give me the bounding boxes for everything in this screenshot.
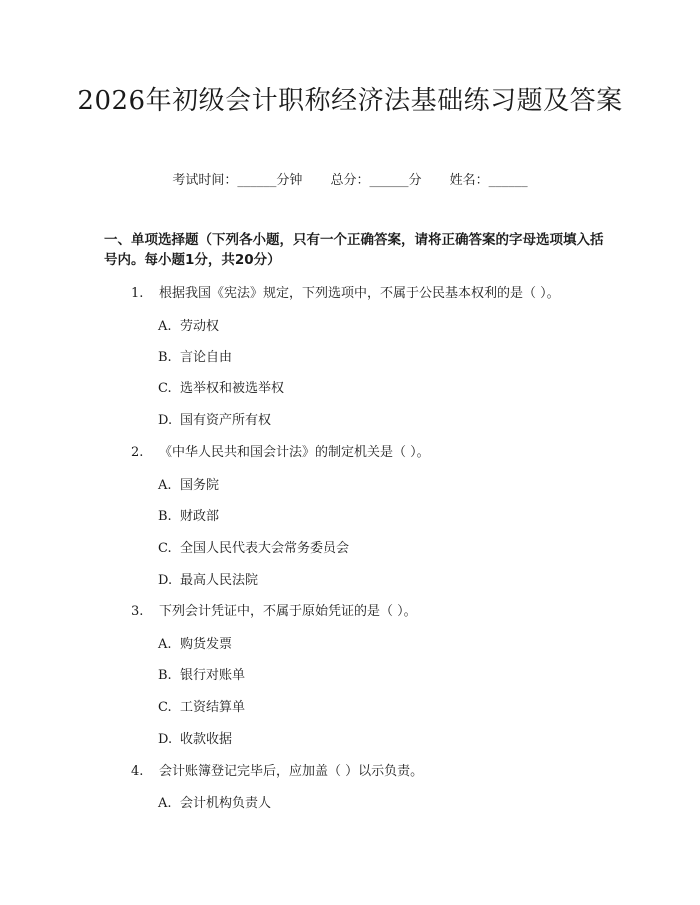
option-1c	[158, 377, 284, 396]
option-text: 国务院	[180, 478, 220, 493]
option-1b	[158, 346, 232, 365]
option-letter: D.	[158, 732, 173, 747]
question-number: 3.	[131, 604, 144, 619]
question-number: 1.	[131, 286, 144, 301]
exam-time-field: 考试时间：______分钟	[172, 173, 303, 188]
option-letter: C.	[158, 700, 172, 715]
option-letter: B.	[158, 668, 172, 683]
option-letter: C.	[158, 541, 172, 556]
option-1d	[158, 409, 271, 428]
option-letter: A.	[158, 478, 172, 493]
option-3c	[158, 696, 245, 715]
option-1a	[158, 315, 219, 334]
question-text: 根据我国《宪法》规定，下列选项中，不属于公民基本权利的是（ ）。	[159, 286, 560, 301]
option-letter: A.	[158, 637, 172, 652]
option-2b	[158, 505, 219, 524]
exam-info-line	[0, 169, 700, 188]
option-letter: D.	[158, 413, 173, 428]
option-text: 劳动权	[180, 319, 220, 334]
option-letter: D.	[158, 573, 173, 588]
question-2	[131, 441, 430, 460]
option-text: 购货发票	[180, 637, 233, 652]
question-1	[131, 282, 560, 301]
question-text: 下列会计凭证中，不属于原始凭证的是（ ）。	[159, 604, 417, 619]
option-3b	[158, 664, 245, 683]
option-text: 全国人民代表大会常务委员会	[180, 541, 350, 556]
section-heading: 一、单项选择题（下列各小题，只有一个正确答案，请将正确答案的字母选项填入括号内。每小题1分，共20分）	[104, 232, 604, 268]
name-field: 姓名：______	[449, 173, 528, 188]
option-letter: B.	[158, 350, 172, 365]
option-2d	[158, 569, 258, 588]
option-text: 会计机构负责人	[180, 796, 272, 811]
option-text: 财政部	[180, 509, 220, 524]
option-letter: B.	[158, 509, 172, 524]
question-number: 2.	[131, 445, 144, 460]
option-2c	[158, 537, 349, 556]
question-text: 会计账簿登记完毕后，应加盖（ ）以示负责。	[159, 764, 424, 779]
question-4	[131, 760, 423, 779]
option-3a	[158, 633, 232, 652]
total-score-field: 总分：______分	[330, 173, 422, 188]
option-letter: A.	[158, 796, 172, 811]
option-3d	[158, 728, 232, 747]
option-text: 最高人民法院	[180, 573, 259, 588]
option-text: 工资结算单	[180, 700, 246, 715]
document-title: 2026年初级会计职称经济法基础练习题及答案	[77, 86, 623, 116]
option-text: 选举权和被选举权	[180, 381, 285, 396]
option-2a	[158, 474, 219, 493]
option-text: 国有资产所有权	[180, 413, 272, 428]
option-text: 收款收据	[180, 732, 233, 747]
option-text: 言论自由	[180, 350, 233, 365]
question-text: 《中华人民共和国会计法》的制定机关是（ ）。	[159, 445, 430, 460]
option-text: 银行对账单	[180, 668, 246, 683]
option-letter: C.	[158, 381, 172, 396]
question-number: 4.	[131, 764, 144, 779]
question-3	[131, 600, 417, 619]
option-4a	[158, 792, 271, 811]
option-letter: A.	[158, 319, 172, 334]
